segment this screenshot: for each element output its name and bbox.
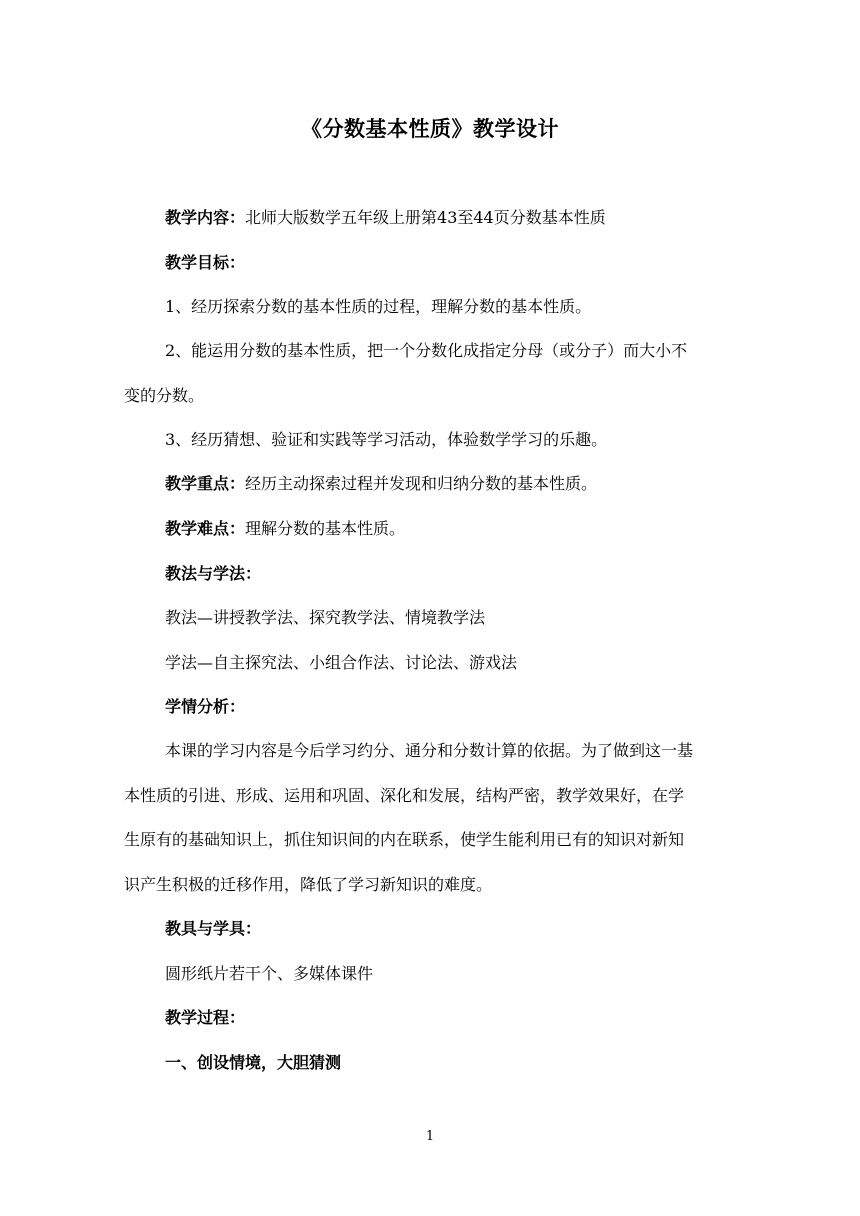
difficulty-label: 教学难点： [165, 519, 246, 538]
goal-item-2-cont: 变的分数。 [124, 386, 205, 405]
difficulty-text: 理解分数的基本性质。 [245, 519, 406, 538]
analysis-line-2: 本性质的引进、形成、运用和巩固、深化和发展，结构严密，教学效果好，在学 [124, 786, 685, 805]
process-section-1: 一、创设情境，大胆猜测 [165, 1053, 342, 1072]
analysis-line-4: 识产生积极的迁移作用，降低了学习新知识的难度。 [124, 875, 493, 894]
tools-text: 圆形纸片若干个、多媒体课件 [165, 964, 374, 983]
goals-label: 教学目标： [165, 253, 246, 272]
analysis-line-1: 本课的学习内容是今后学习约分、通分和分数计算的依据。为了做到这一基 [165, 741, 694, 760]
process-label: 教学过程： [165, 1008, 246, 1027]
methods-teach: 教法—讲授教学法、探究教学法、情境教学法 [165, 608, 486, 627]
content-label: 教学内容： [165, 208, 246, 227]
goal-item-2: 2、能运用分数的基本性质，把一个分数化成指定分母（或分子）而大小不 [165, 341, 688, 360]
goal-item-3: 3、经历猜想、验证和实践等学习活动，体验数学学习的乐趣。 [165, 430, 608, 449]
methods-learn: 学法—自主探究法、小组合作法、讨论法、游戏法 [165, 653, 518, 672]
content-text: 北师大版数学五年级上册第43至44页分数基本性质 [245, 208, 606, 227]
analysis-label: 学情分析： [165, 697, 246, 716]
difficulty-line [165, 517, 405, 541]
analysis-line-3: 生原有的基础知识上，抓住知识间的内在联系，使学生能利用已有的知识对新知 [124, 830, 685, 849]
document-title: 《分数基本性质》教学设计 [301, 116, 559, 141]
page-number: 1 [425, 1129, 435, 1144]
tools-label: 教具与学具： [165, 919, 262, 938]
goal-item-1: 1、经历探索分数的基本性质的过程，理解分数的基本性质。 [165, 297, 592, 316]
methods-label: 教法与学法： [165, 564, 262, 583]
key-point-text: 经历主动探索过程并发现和归纳分数的基本性质。 [245, 474, 598, 493]
key-point-line [165, 472, 597, 496]
content-line [165, 206, 606, 230]
key-point-label: 教学重点： [165, 474, 246, 493]
